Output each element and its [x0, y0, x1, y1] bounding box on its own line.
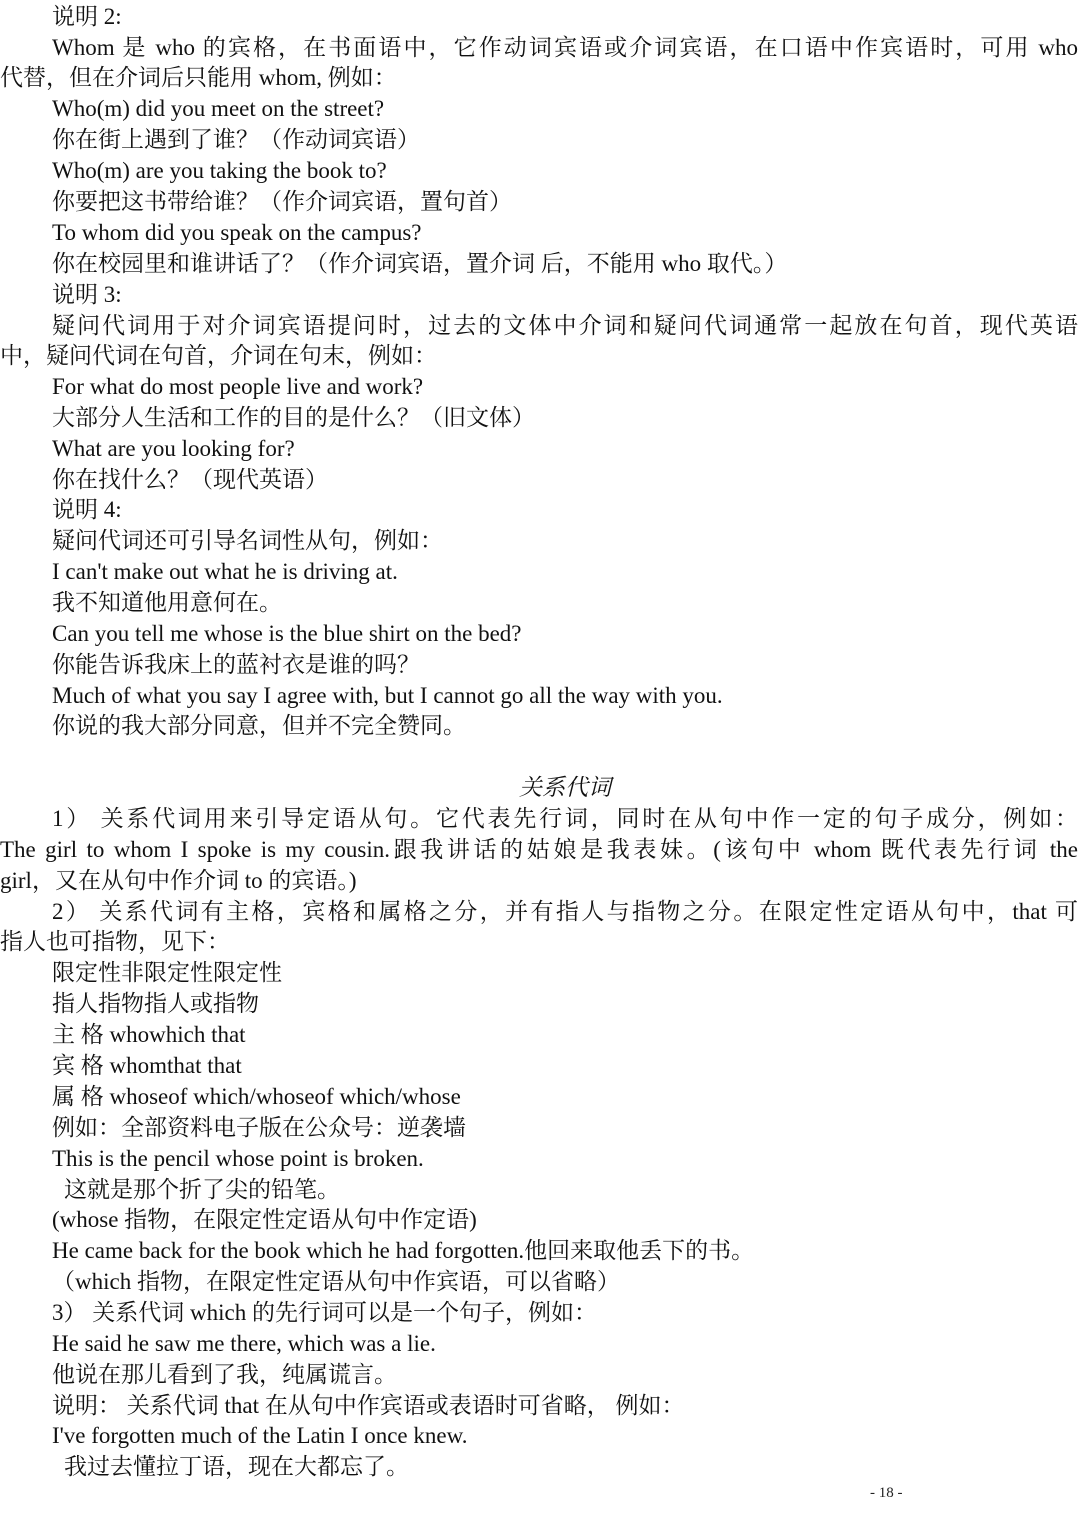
text-line: Who(m) are you taking the book to? — [52, 158, 387, 183]
text-line: girl，又在从句中作介词 to 的宾语。) — [0, 868, 357, 893]
text-line: 你说的我大部分同意，但并不完全赞同。 — [52, 713, 466, 738]
text-line: 你要把这书带给谁？（作介词宾语，置句首） — [52, 189, 512, 214]
text-line: 指人也可指物，见下： — [0, 929, 230, 954]
text-line: He said he saw me there, which was a lie. — [52, 1331, 436, 1356]
text-line: Much of what you say I agree with, but I cannot go all the way with you. — [52, 683, 723, 708]
text-line: 你能告诉我床上的蓝衬衣是谁的吗？ — [52, 652, 420, 677]
text-line: 大部分人生活和工作的目的是什么？（旧文体） — [52, 405, 535, 430]
page-number: - 18 - — [870, 1485, 903, 1501]
text-line: For what do most people live and work? — [52, 374, 424, 399]
section-heading: 关系代词 — [519, 775, 611, 800]
text-line: What are you looking for? — [52, 436, 295, 461]
text-line: 我过去懂拉丁语，现在大都忘了。 — [64, 1454, 409, 1479]
text-line: 2） 关系代词有主格，宾格和属格之分，并有指人与指物之分。在限定性定语从句中，that 可 — [52, 899, 1078, 924]
text-line: I can't make out what he is driving at. — [52, 559, 398, 584]
text-line: 疑问代词还可引导名词性从句，例如： — [52, 528, 443, 553]
text-line: 说明 2: — [52, 4, 122, 29]
text-line: 我不知道他用意何在。 — [52, 590, 282, 615]
text-line: Whom 是 who 的宾格，在书面语中，它作动词宾语或介词宾语，在口语中作宾语时，可用 who — [52, 35, 1078, 60]
text-line: 说明 4: — [52, 497, 122, 522]
text-line: 说明： 关系代词 that 在从句中作宾语或表语时可省略， 例如： — [52, 1393, 685, 1418]
text-line: （which 指物，在限定性定语从句中作宾语，可以省略） — [52, 1269, 620, 1294]
table-row: 宾 格 whomthat that — [52, 1053, 242, 1078]
text-line: Who(m) did you meet on the street? — [52, 96, 385, 121]
text-line: 你在找什么？（现代英语） — [52, 467, 328, 492]
text-line: 例如：全部资料电子版在公众号：逆袭墙 — [52, 1115, 466, 1140]
text-line: I've forgotten much of the Latin I once knew. — [52, 1423, 468, 1448]
table-header-row: 指人指物指人或指物 — [52, 991, 259, 1016]
table-row: 主 格 whowhich that — [52, 1022, 246, 1047]
table-row: 属 格 whoseof which/whoseof which/whose — [52, 1084, 461, 1109]
text-line: 说明 3: — [52, 282, 122, 307]
table-header-row: 限定性非限定性限定性 — [52, 960, 282, 985]
text-line: This is the pencil whose point is broken. — [52, 1146, 424, 1171]
text-line: 1） 关系代词用来引导定语从句。它代表先行词，同时在从句中作一定的句子成分，例如： — [52, 806, 1078, 831]
text-line: Can you tell me whose is the blue shirt on the bed? — [52, 621, 522, 646]
text-line: 你在校园里和谁讲话了？（作介词宾语，置介词 后，不能用 who 取代。） — [52, 251, 788, 276]
text-line: 3） 关系代词 which 的先行词可以是一个句子，例如： — [52, 1300, 597, 1325]
text-line: To whom did you speak on the campus? — [52, 220, 422, 245]
text-line: 中，疑问代词在句首，介词在句末，例如： — [0, 343, 437, 368]
text-line: 疑问代词用于对介词宾语提问时，过去的文体中介词和疑问代词通常一起放在句首，现代英语 — [52, 313, 1078, 338]
text-line: 你在街上遇到了谁？（作动词宾语） — [52, 127, 420, 152]
text-line: (whose 指物，在限定性定语从句中作定语) — [52, 1207, 477, 1232]
text-line: 他说在那儿看到了我，纯属谎言。 — [52, 1362, 397, 1387]
text-line: 代替，但在介词后只能用 whom, 例如： — [0, 65, 397, 90]
text-line: 这就是那个折了尖的铅笔。 — [64, 1177, 340, 1202]
text-line: He came back for the book which he had forgotten.他回来取他丢下的书。 — [52, 1238, 755, 1263]
text-line: The girl to whom I spoke is my cousin.跟我讲话的姑娘是我表妹。(该句中 whom 既代表先行词 the — [0, 837, 1078, 862]
